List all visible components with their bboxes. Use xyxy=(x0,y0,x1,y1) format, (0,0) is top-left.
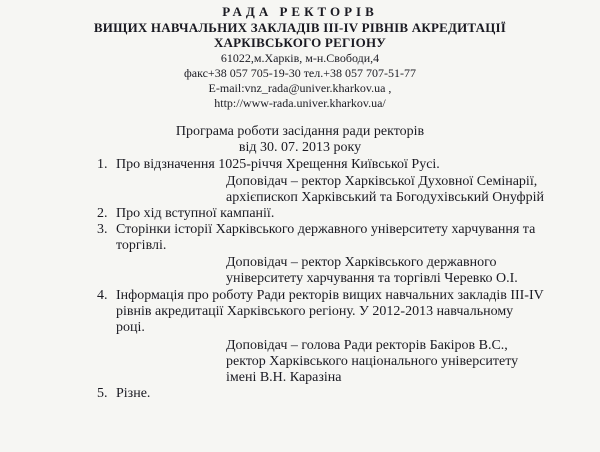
item-1-text: Про відзначення 1025-річчя Хрещення Київської Русі. xyxy=(116,157,440,172)
item-3-text: торгівлі. xyxy=(116,238,167,253)
phones: факс+38 057 705-19-30 тел.+38 057 707-51-77 xyxy=(183,66,417,80)
item-4-number: 4. xyxy=(97,288,108,303)
item-2-text: Про хід вступної кампанії. xyxy=(116,206,275,221)
item-4-text: Інформація про роботу Ради ректорів вищих навчальних закладів ІІІ-IV xyxy=(116,288,544,303)
item-5-number: 5. xyxy=(97,386,108,401)
council-subtitle: ВИЩИХ НАВЧАЛЬНИХ ЗАКЛАДІВ ІІІ-IV РІВНІВ АКРЕДИТАЦІЇ xyxy=(93,20,507,35)
item-3-speaker: університету харчування та торгівлі Черевко О.І. xyxy=(226,271,518,286)
item-1-speaker: Доповідач – ректор Харківської Духовної Семінарії, xyxy=(226,174,538,189)
program-title: Програма роботи засідання ради ректорів xyxy=(175,124,425,139)
item-3-text: Сторінки історії Харківського державного університету харчування та xyxy=(116,222,536,237)
item-1-number: 1. xyxy=(97,157,108,172)
item-4-speaker: імені В.Н. Каразіна xyxy=(226,370,342,385)
email: E-mail:vnz_rada@univer.kharkov.ua , xyxy=(208,81,392,95)
item-2-number: 2. xyxy=(97,206,108,221)
item-3-speaker: Доповідач – ректор Харківського державного xyxy=(226,255,497,270)
item-1-speaker: архієпископ Харківський та Богодухівський Онуфрій xyxy=(226,190,544,205)
handwritten-notes-bleed: ​ xyxy=(518,3,521,19)
program-date: від 30. 07. 2013 року xyxy=(238,140,362,155)
item-4-speaker: ректор Харківського національного університету xyxy=(226,354,519,369)
council-name: РАДА РЕКТОРІВ xyxy=(222,4,378,19)
item-4-text: рівнів акредитації Харківського регіону. У 2012-2013 навчальному xyxy=(116,304,514,319)
item-4-speaker: Доповідач – голова Ради ректорів Бакіров В.С., xyxy=(226,338,508,353)
item-3-number: 3. xyxy=(97,222,108,237)
address: 61022,м.Харків, м-н.Свободи,4 xyxy=(220,51,380,65)
council-region: ХАРКІВСЬКОГО РЕГІОНУ xyxy=(213,35,387,50)
website: http://www-rada.univer.kharkov.ua/ xyxy=(214,96,386,110)
item-5-text: Різне. xyxy=(116,386,151,401)
item-4-text: році. xyxy=(116,320,145,335)
